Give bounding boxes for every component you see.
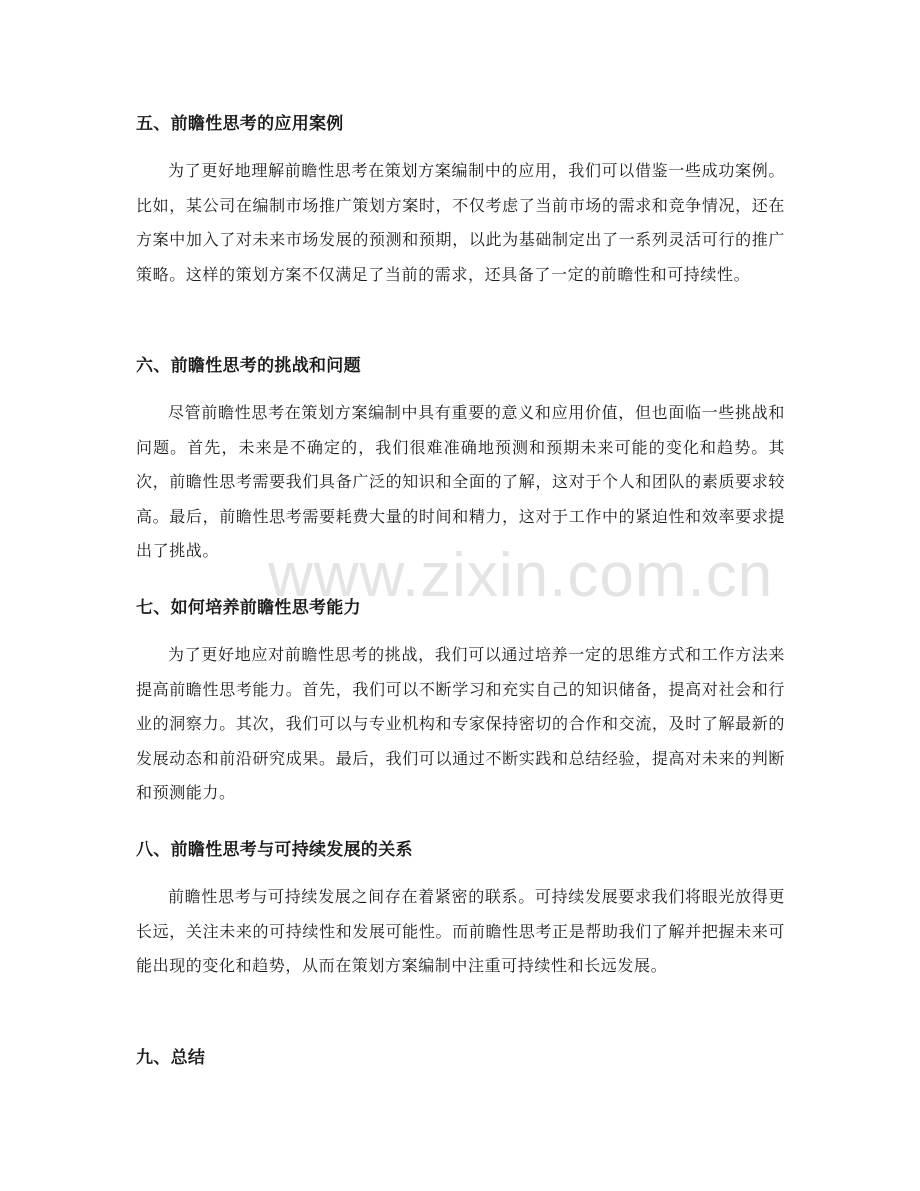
section-8-heading: 八、前瞻性思考与可持续发展的关系 [136,840,413,860]
section-5-heading: 五、前瞻性思考的应用案例 [136,114,344,134]
section-6-paragraph: 尽管前瞻性思考在策划方案编制中具有重要的意义和应用价值，但也面临一些挑战和问题。首先，未来是不确定的，我们很难准确地预测和预期未来可能的变化和趋势。其次，前瞻性思考需要我们具备广泛的知识和全面的了解，这对于个人和团队的素质要求较高。最后，前瞻性思考需要耗费大量的时间和精力，这对于工作中的紧迫性和效率要求提出了挑战。 [136,403,785,560]
section-7-heading: 七、如何培养前瞻性思考能力 [136,598,361,618]
section-5-paragraph: 为了更好地理解前瞻性思考在策划方案编制中的应用，我们可以借鉴一些成功案例。比如，某公司在编制市场推广策划方案时，不仅考虑了当前市场的需求和竞争情况，还在方案中加入了对未来市场发展的预测和预期，以此为基础制定出了一系列灵活可行的推广策略。这样的策划方案不仅满足了当前的需求，还具备了一定的前瞻性和可持续性。 [136,161,785,284]
section-7-paragraph: 为了更好地应对前瞻性思考的挑战，我们可以通过培养一定的思维方式和工作方法来提高前瞻性思考能力。首先，我们可以不断学习和充实自己的知识储备，提高对社会和行业的洞察力。其次，我们可以与专业机构和专家保持密切的合作和交流，及时了解最新的发展动态和前沿研究成果。最后，我们可以通过不断实践和总结经验，提高对未来的判断和预测能力。 [136,645,785,802]
section-9-heading: 九、总结 [136,1048,206,1068]
section-6-heading: 六、前瞻性思考的挑战和问题 [136,356,361,376]
section-8-paragraph: 前瞻性思考与可持续发展之间存在着紧密的联系。可持续发展要求我们将眼光放得更长远，关注未来的可持续性和发展可能性。而前瞻性思考正是帮助我们了解并把握未来可能出现的变化和趋势，从而在策划方案编制中注重可持续性和长远发展。 [136,887,785,975]
watermark: www.zixin.com.cn [268,541,774,610]
